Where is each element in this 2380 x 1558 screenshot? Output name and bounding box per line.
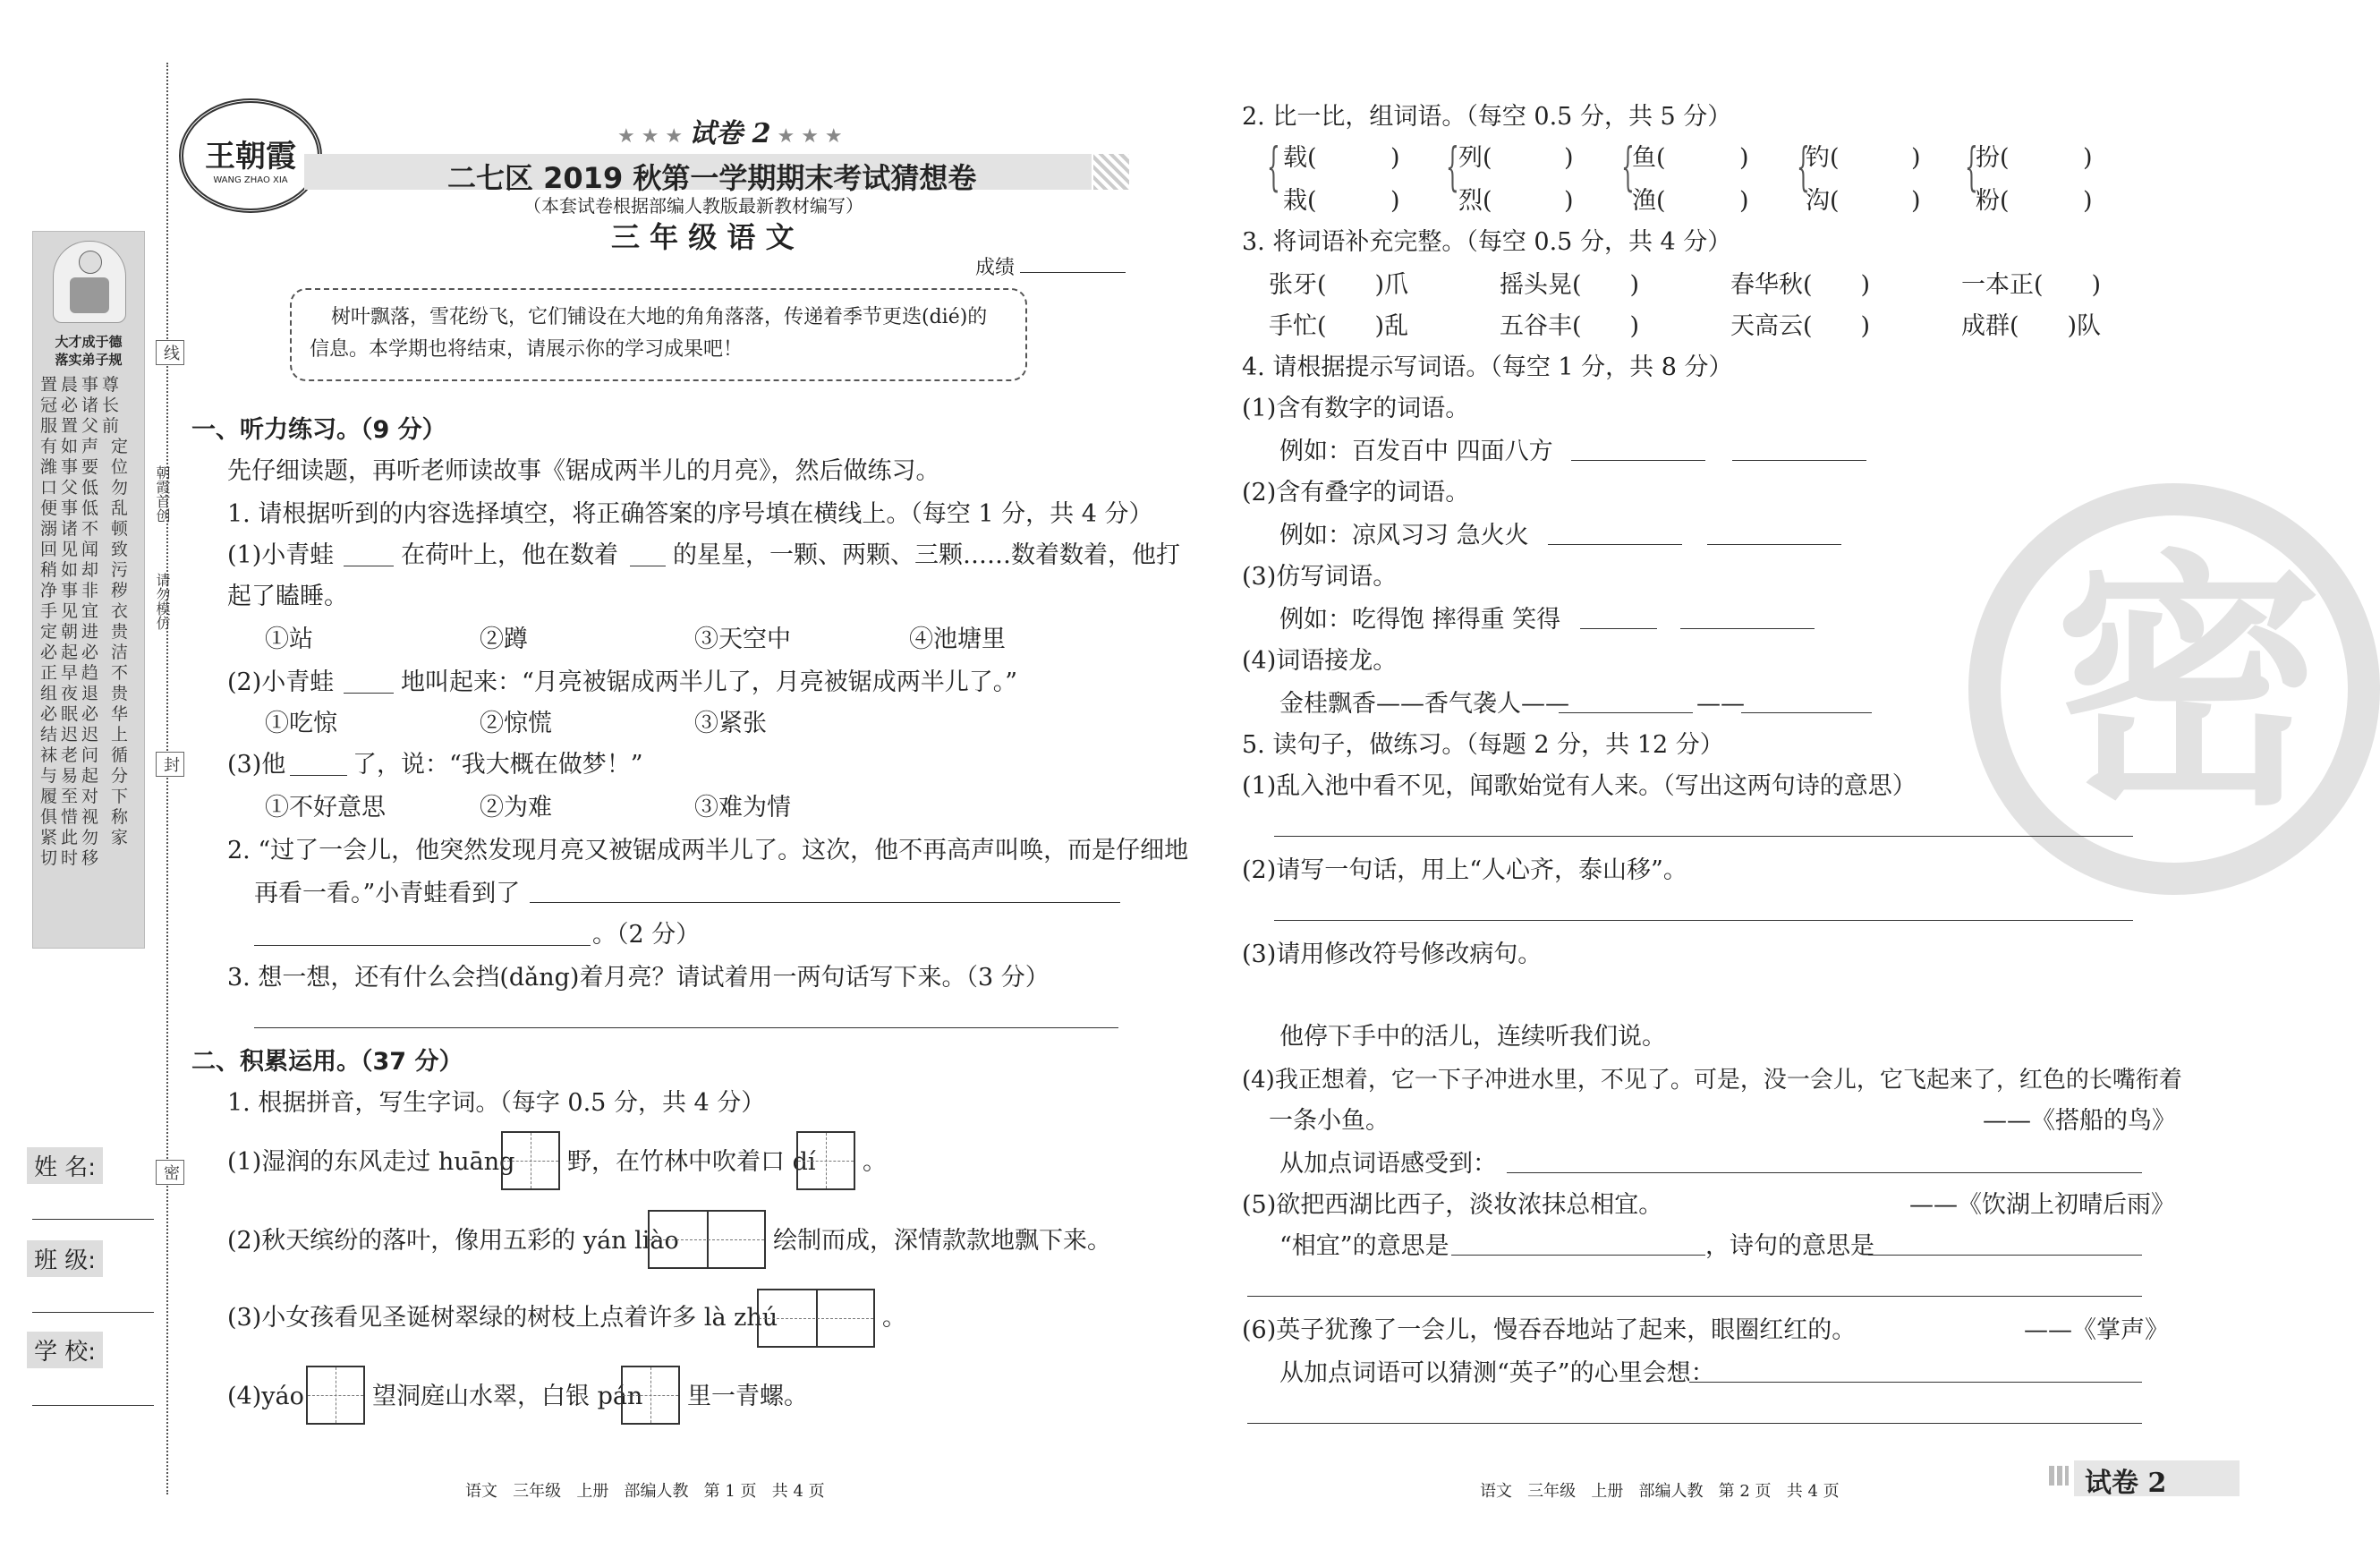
- corner-exam-label: 试卷 2: [2085, 1468, 2167, 1499]
- r-q4-3: (3)仿写词语。: [1242, 563, 1398, 591]
- pair-1-a-close: ): [1390, 144, 1400, 172]
- r-q5-5-answer-3[interactable]: [1247, 1296, 2142, 1297]
- pair-5-b: 粉(: [1976, 187, 2010, 215]
- pinyin-box-yanliao[interactable]: [648, 1210, 766, 1269]
- p1-2-part-b: 绘制而成，深情款款地飘下来。: [773, 1227, 1111, 1255]
- footer-left: 语文 三年级 上册 部编人教 第 1 页 共 4 页: [465, 1482, 825, 1501]
- r-q5-2: (2)请写一句话，用上“人心齐，泰山移”。: [1242, 856, 1687, 884]
- r-q4-title: 4. 请根据提示写词语。（每空 1 分，共 8 分）: [1242, 353, 1733, 381]
- p1-3-part-a: (3)小女孩看见圣诞树翠绿的树枝上点着许多 là zhú: [227, 1304, 778, 1332]
- p1-2-part-a: (2)秋天缤纷的落叶，像用五彩的 yán liào: [227, 1227, 679, 1255]
- q1-2-blank[interactable]: [344, 693, 394, 694]
- r-q5-4-answer[interactable]: [1507, 1172, 2142, 1173]
- r-q3-title: 3. 将词语补充完整。（每空 0.5 分，共 4 分）: [1242, 228, 1732, 256]
- pair-3-b: 渔(: [1632, 187, 1666, 215]
- r-q4-1-example: 例如：百发百中 四面八方: [1279, 438, 1553, 465]
- logo-text: 王朝霞: [205, 139, 296, 175]
- r-q5-4-line-2: 一条小鱼。: [1269, 1107, 1390, 1135]
- r-q3-r2-1: 手忙( )乱: [1269, 312, 1409, 340]
- r-q5-3: (3)请用修改符号修改病句。: [1242, 941, 1543, 968]
- margin-mark-secret: 密: [156, 1160, 184, 1185]
- score-field[interactable]: [1020, 272, 1126, 273]
- q1-1-opt-2: ②蹲: [480, 626, 528, 653]
- r-q2-title: 2. 比一比，组词语。（每空 0.5 分，共 5 分）: [1242, 103, 1732, 131]
- pair-1-b-close: ): [1390, 187, 1400, 215]
- r-q5-5-question-2: ，诗句的意思是: [1705, 1232, 1874, 1260]
- q1-1-opt-4: ④池塘里: [909, 626, 1006, 653]
- q2-line-2: 再看一看。”小青蛙看到了: [254, 880, 521, 907]
- pinyin-box-lazhu[interactable]: [757, 1289, 875, 1348]
- r-q4-1-blank-1[interactable]: [1571, 460, 1705, 461]
- pair-3-a-close: ): [1739, 144, 1749, 172]
- pair-3-b-close: ): [1739, 187, 1749, 215]
- pair-1-b: 栽(: [1283, 187, 1317, 215]
- school-label: 学 校:: [27, 1332, 103, 1368]
- pinyin-box-di[interactable]: [796, 1131, 855, 1190]
- r-q5-6-answer-1[interactable]: [1689, 1382, 2142, 1383]
- r-q5-3-sentence: 他停下手中的活儿，连续听我们说。: [1279, 1023, 1666, 1051]
- pair-2-a: 列(: [1458, 144, 1492, 172]
- margin-mark-no-copy: 请勿模仿: [154, 573, 171, 630]
- exam-badge: [617, 111, 843, 150]
- q3-answer-line[interactable]: [254, 1027, 1118, 1028]
- section-2-title: 二、积累运用。（37 分）: [191, 1048, 463, 1076]
- q1-2-opt-3: ③紧张: [694, 710, 767, 737]
- name-field[interactable]: [32, 1219, 154, 1220]
- pair-2-a-close: ): [1564, 144, 1574, 172]
- r-q3-r1-1: 张牙( )爪: [1269, 271, 1409, 299]
- q1-3-part-a: (3)他: [227, 751, 286, 779]
- page-title: 二七区 2019 秋第一学期期末考试猜想卷: [447, 161, 977, 195]
- q1-1-part-a: (1)小青蛙: [227, 541, 335, 569]
- pair-5-a: 扮(: [1976, 144, 2010, 172]
- motto-1: 大才成于德: [55, 334, 123, 350]
- subject-title: 三 年 级 语 文: [611, 220, 795, 254]
- r-q5-6-question: 从加点词语可以猜测“英子”的心里会想：: [1279, 1359, 1715, 1387]
- r-q5-6-source: ——《掌声》: [2024, 1316, 2169, 1344]
- pair-1-a: 载(: [1283, 144, 1317, 172]
- p1-1-part-c: 。: [863, 1148, 887, 1176]
- section-1-title: 一、听力练习。（9 分）: [191, 416, 446, 444]
- q1-1-part-d: 起了瞌睡。: [227, 583, 348, 610]
- r-q5-4-source: ——《搭船的鸟》: [1983, 1107, 2176, 1135]
- class-label: 班 级:: [27, 1240, 103, 1277]
- q1-1-part-b: 在荷叶上，他在数着: [401, 541, 618, 569]
- margin-mark-seal: 封: [156, 752, 184, 777]
- brace-1: {: [1267, 136, 1280, 197]
- brace-5: {: [1965, 136, 1978, 197]
- r-q5-title: 5. 读句子，做练习。（每题 2 分，共 12 分）: [1242, 731, 1724, 759]
- p1-4-part-b: 望洞庭山水翠，白银 pán: [372, 1383, 643, 1410]
- margin-mark-original: 朝霞首创: [154, 465, 171, 523]
- verse-block: 置晨事尊 冠必诸长 服置父前 有如声 定潍事要 位口父低 勿便事低 乱溺诸不 顿回见闻 致稍如却 污净事非 秽手见宜 衣定朝进 贵必起必 洁正早趋 不组夜退 贵必眠必 华结迟迟 上袜老问 循与易起 分履至对 下俱惜视 称紧此勿 家切时移: [40, 375, 132, 868]
- name-label: 姓 名:: [27, 1147, 103, 1184]
- r-q5-6-answer-2[interactable]: [1247, 1423, 2142, 1424]
- r-q4-4-blank-2[interactable]: [1741, 712, 1872, 713]
- q1-2-part-b: 地叫起来：“月亮被锯成两半儿了，月亮被锯成两半儿了。”: [401, 668, 1018, 696]
- r-q4-1-blank-2[interactable]: [1732, 460, 1866, 461]
- q1-1-part-c: 的星星，一颗、两颗、三颗……数着数着，他打: [673, 541, 1180, 569]
- q1-2-opt-1: ①吃惊: [265, 710, 337, 737]
- motto-2: 落实弟子规: [55, 352, 123, 368]
- p1-4-part-c: 里一青螺。: [687, 1383, 808, 1410]
- r-q4-4: (4)词语接龙。: [1242, 647, 1398, 675]
- pair-2-b: 烈(: [1458, 187, 1492, 215]
- exam-label: 试卷 2: [689, 118, 771, 149]
- scholar-illustration: [53, 241, 126, 323]
- sidebar-panel: [32, 231, 145, 949]
- r-q4-4-dash: ——: [1696, 690, 1745, 718]
- q2-line-1: 2. “过了一会儿，他突然发现月亮又被锯成两半儿了。这次，他不再高声叫唤，而是仔细地: [227, 837, 1189, 864]
- logo-sub: WANG ZHAO XIA: [213, 175, 288, 185]
- pair-4-b-close: ): [1911, 187, 1921, 215]
- q1-3-part-b: 了，说：“我大概在做梦！”: [353, 751, 643, 779]
- r-q5-4-question: 从加点词语感受到：: [1279, 1150, 1497, 1178]
- r-q5-5-source: ——《饮湖上初晴后雨》: [1909, 1191, 2175, 1219]
- p1-3-part-b: 。: [882, 1304, 906, 1332]
- r-q4-4-blank-1[interactable]: [1559, 712, 1693, 713]
- p1-title: 1. 根据拼音，写生字词。（每字 0.5 分，共 4 分）: [227, 1089, 766, 1117]
- r-q5-5-question-1: “相宜”的意思是: [1279, 1232, 1449, 1260]
- q1-3-blank[interactable]: [290, 775, 347, 776]
- r-q4-3-blank-1[interactable]: [1580, 628, 1657, 629]
- intro-line-1: 树叶飘落，雪花纷飞，它们铺设在大地的角角落落，传递着季节更迭(dié)的: [331, 306, 988, 328]
- q1-3-opt-2: ②为难: [480, 794, 552, 822]
- q1-3-opt-1: ①不好意思: [265, 794, 386, 822]
- q2-answer-line-2[interactable]: [254, 945, 591, 946]
- r-q5-4-line-1: (4)我正想着，它一下子冲进水里，不见了。可是，没一会儿，它飞起来了，红色的长嘴衔着: [1242, 1067, 2182, 1094]
- p1-1-part-a: (1)湿润的东风走过 huāng: [227, 1148, 515, 1176]
- r-q5-6-line: (6)英子犹豫了一会儿，慢吞吞地站了起来，眼圈红红的。: [1242, 1316, 1857, 1344]
- q1-1-opt-3: ③天空中: [694, 626, 791, 653]
- pair-4-a: 钓(: [1806, 144, 1840, 172]
- r-q5-2-answer[interactable]: [1274, 920, 2133, 921]
- pinyin-box-huang[interactable]: [501, 1131, 560, 1190]
- p1-1-part-b: 野，在竹林中吹着口 dí: [567, 1148, 816, 1176]
- stars-right: ★ ★ ★: [777, 125, 843, 148]
- class-field[interactable]: [32, 1312, 154, 1313]
- corner-pattern: [2049, 1466, 2069, 1486]
- q1-title: 1. 请根据听到的内容选择填空，将正确答案的序号填在横线上。（每空 1 分，共 4 分）: [227, 500, 1153, 528]
- brace-4: {: [1797, 136, 1810, 197]
- q2-answer-line-1[interactable]: [530, 902, 1120, 903]
- r-q4-3-example: 例如：吃得饱 摔得重 笑得: [1279, 606, 1561, 634]
- binding-line: [166, 63, 168, 1494]
- brand-logo: [179, 98, 322, 213]
- intro-line-2: 信息。本学期也将结束，请展示你的学习成果吧！: [310, 338, 744, 361]
- secret-watermark: [1968, 483, 2380, 895]
- r-q4-2: (2)含有叠字的词语。: [1242, 479, 1470, 507]
- pair-4-b: 沟(: [1806, 187, 1840, 215]
- r-q3-r2-3: 天高云( ): [1730, 312, 1871, 340]
- q1-1-opt-1: ①站: [265, 626, 313, 653]
- r-q5-1-answer[interactable]: [1274, 836, 2133, 837]
- r-q5-5-answer-2[interactable]: [1868, 1255, 2142, 1256]
- p1-4-part-a: (4)yáo: [227, 1383, 304, 1410]
- q2-points: 。（2 分）: [592, 921, 701, 949]
- r-q4-3-blank-2[interactable]: [1680, 628, 1815, 629]
- pair-3-a: 鱼(: [1632, 144, 1666, 172]
- r-q3-r2-2: 五谷丰( ): [1500, 312, 1640, 340]
- q3-title: 3. 想一想，还有什么会挡(dǎng)着月亮？请试着用一两句话写下来。（3 分）: [227, 964, 1050, 992]
- q1-2-part-a: (2)小青蛙: [227, 668, 335, 696]
- pair-5-a-close: ): [2083, 144, 2093, 172]
- r-q4-2-example: 例如：凉风习习 急火火: [1279, 522, 1529, 549]
- pinyin-box-yao[interactable]: [306, 1366, 365, 1425]
- q1-3-opt-3: ③难为情: [694, 794, 791, 822]
- r-q5-5-line: (5)欲把西湖比西子，淡妆浓抹总相宜。: [1242, 1191, 1663, 1219]
- margin-mark-line: 线: [156, 340, 184, 365]
- r-q4-2-blank-2[interactable]: [1707, 544, 1841, 545]
- r-q4-2-blank-1[interactable]: [1548, 544, 1682, 545]
- brace-3: {: [1621, 136, 1635, 197]
- watermark-glyph: 密: [2054, 529, 2323, 841]
- score-label: 成绩: [975, 257, 1016, 279]
- r-q3-r2-4: 成群( )队: [1961, 312, 2102, 340]
- pair-2-b-close: ): [1564, 187, 1574, 215]
- brace-2: {: [1446, 136, 1459, 197]
- school-field[interactable]: [32, 1405, 154, 1406]
- r-q4-4-example: 金桂飘香——香气袭人——: [1279, 690, 1569, 718]
- section-1-intro: 先仔细读题，再听老师读故事《锯成两半儿的月亮》，然后做练习。: [227, 457, 940, 485]
- r-q5-5-answer-1[interactable]: [1451, 1255, 1705, 1256]
- r-q4-1: (1)含有数字的词语。: [1242, 395, 1470, 422]
- pair-4-a-close: ): [1911, 144, 1921, 172]
- stars-left: ★ ★ ★: [617, 125, 684, 148]
- r-q3-r1-4: 一本正( ): [1961, 271, 2102, 299]
- footer-right: 语文 三年级 上册 部编人教 第 2 页 共 4 页: [1480, 1482, 1840, 1501]
- q1-2-opt-2: ②惊慌: [480, 710, 552, 737]
- page-subtitle: （本套试卷根据部编人教版最新教材编写）: [523, 195, 863, 217]
- r-q3-r1-3: 春华秋( ): [1730, 271, 1871, 299]
- r-q3-r1-2: 摇头晃( ): [1500, 271, 1640, 299]
- title-band-pattern: [1093, 154, 1129, 190]
- pair-5-b-close: ): [2083, 187, 2093, 215]
- pinyin-box-pan[interactable]: [621, 1366, 680, 1425]
- intro-box: [290, 288, 1027, 381]
- r-q5-1: (1)乱入池中看不见，闻歌始觉有人来。（写出这两句诗的意思）: [1242, 772, 1917, 800]
